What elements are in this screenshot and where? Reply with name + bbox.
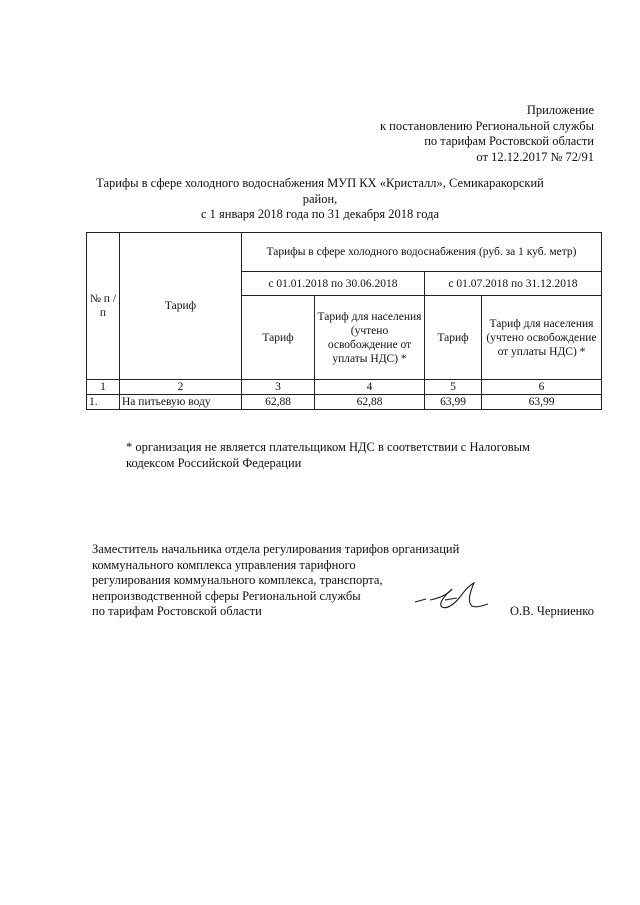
document-title — [80, 176, 560, 223]
signer-position-line: регулирования коммунального комплекса, транспорта, — [92, 573, 383, 587]
row-population-period-2: 63,99 — [482, 395, 602, 410]
column-number: 3 — [242, 380, 315, 395]
signer-position-line: Заместитель начальника отдела регулирования тарифов организаций — [92, 542, 460, 556]
appendix-line: Приложение — [526, 103, 594, 117]
tariff-table — [86, 232, 602, 410]
header-tariff: Тариф — [120, 233, 242, 380]
column-number: 6 — [482, 380, 602, 395]
header-population-period-1: Тариф для населения (учтено освобождение от уплаты НДС) * — [315, 296, 425, 380]
row-tariff-period-2: 63,99 — [425, 395, 482, 410]
column-number-row — [87, 380, 602, 395]
column-number: 4 — [315, 380, 425, 395]
header-period-1: с 01.01.2018 по 30.06.2018 — [242, 272, 425, 296]
header-population-period-2: Тариф для населения (учтено освобождение от уплаты НДС) * — [482, 296, 602, 380]
table-row — [87, 395, 602, 410]
title-line: район, — [302, 191, 338, 206]
appendix-line: по тарифам Ростовской области — [424, 134, 594, 148]
row-population-period-1: 62,88 — [315, 395, 425, 410]
signature-scrawl — [412, 580, 494, 616]
title-line: Тарифы в сфере холодного водоснабжения МУП КХ «Кристалл», Семикаракорский — [96, 176, 544, 190]
row-number: 1. — [87, 395, 120, 410]
appendix-header — [380, 103, 594, 165]
row-tariff-period-1: 62,88 — [242, 395, 315, 410]
header-tariff-period-2: Тариф — [425, 296, 482, 380]
header-period-2: с 01.07.2018 по 31.12.2018 — [425, 272, 602, 296]
signer-position-line: непроизводственной сферы Региональной службы — [92, 588, 361, 603]
signer-position-line: коммунального комплекса управления тарифного — [92, 557, 356, 572]
column-number: 2 — [120, 380, 242, 395]
row-tariff-name: На питьевую воду — [120, 395, 242, 410]
column-number: 5 — [425, 380, 482, 395]
signer-position-line: по тарифам Ростовской области — [92, 604, 262, 618]
footnote: * организация не является плательщиком НДС в соответствии с Налоговым кодексом Российской Федерации — [126, 440, 530, 470]
title-line: с 1 января 2018 года по 31 декабря 2018 года — [200, 207, 439, 221]
appendix-line: к постановлению Региональной службы — [379, 118, 594, 133]
header-number: № п /п — [87, 233, 120, 380]
header-group: Тарифы в сфере холодного водоснабжения (руб. за 1 куб. метр) — [242, 233, 602, 272]
header-tariff-period-1: Тариф — [242, 296, 315, 380]
column-number: 1 — [87, 380, 120, 395]
appendix-line: от 12.12.2017 № 72/91 — [476, 149, 594, 164]
signer-name: О.В. Черниенко — [510, 604, 594, 618]
